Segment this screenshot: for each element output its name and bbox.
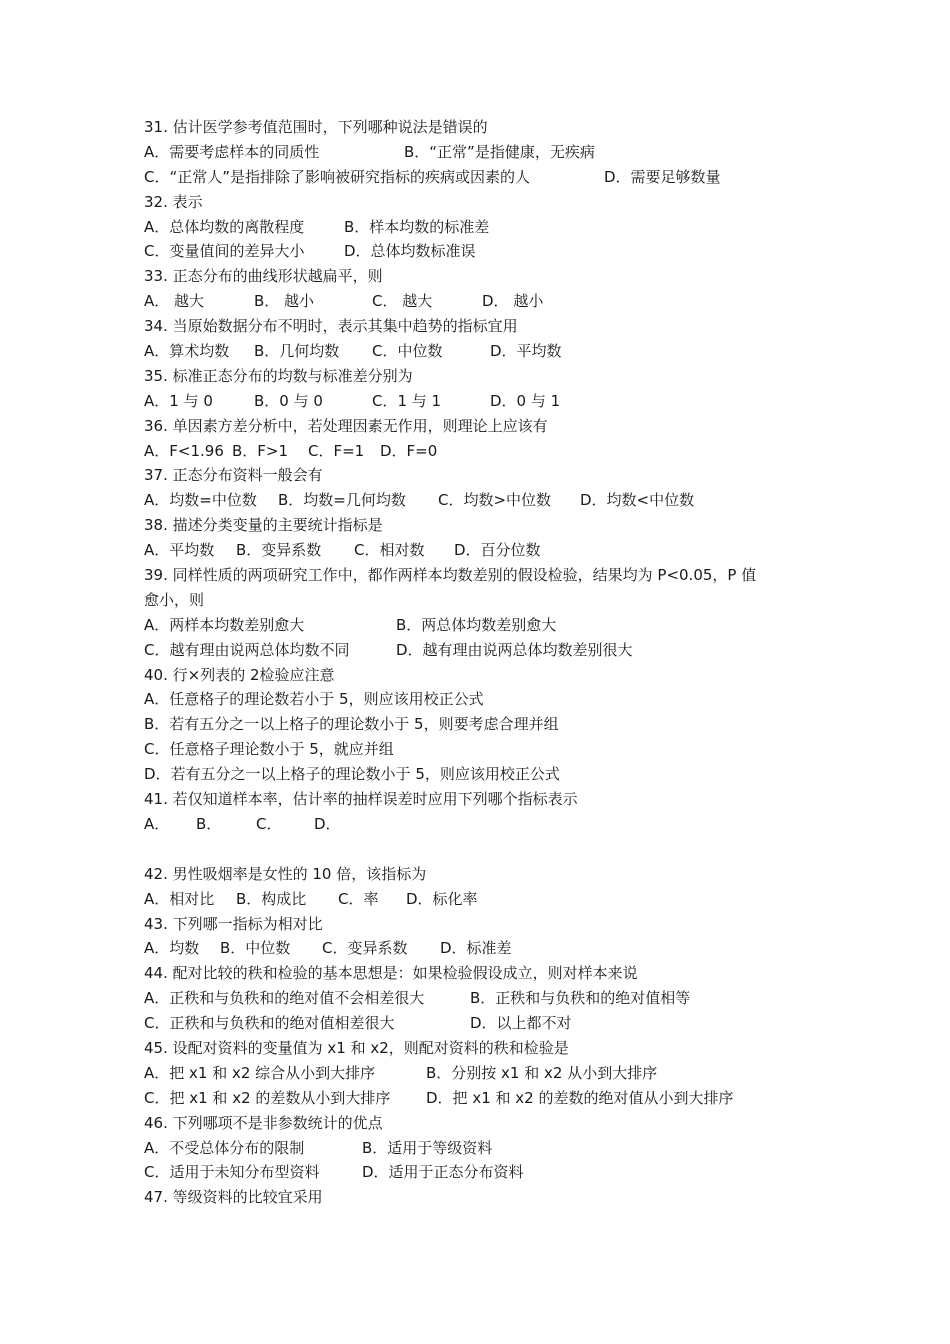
text-line	[144, 115, 824, 140]
text-line	[144, 439, 824, 464]
option-text: C．F=1	[308, 441, 365, 460]
option-text: D．需要足够数量	[604, 167, 721, 186]
option-text: A．算术均数	[144, 342, 230, 361]
option-text: A．均数=中位数	[144, 491, 257, 510]
option-text: D．标化率	[406, 889, 478, 908]
text-line	[144, 663, 824, 688]
text-line	[144, 239, 824, 264]
text-line	[144, 1011, 824, 1036]
text-line	[144, 1111, 824, 1136]
option-text: B．样本均数的标准差	[344, 217, 490, 236]
text-line	[144, 140, 824, 165]
text-line	[144, 364, 824, 389]
option-text: B．分别按 x1 和 x2 从小到大排序	[426, 1063, 658, 1082]
option-text: D．百分位数	[454, 541, 541, 560]
option-text: A．1 与 0	[144, 391, 213, 410]
option-text: B．0 与 0	[254, 391, 323, 410]
option-text: C．	[256, 814, 282, 833]
text-line	[144, 762, 824, 787]
text-line	[144, 638, 824, 663]
question-text: 46. 下列哪项不是非参数统计的优点	[144, 1113, 383, 1132]
text-line	[144, 1036, 824, 1061]
text-line	[144, 463, 824, 488]
text-line	[144, 737, 824, 762]
option-text: D．越有理由说两总体均数差别很大	[396, 640, 633, 659]
option-text: D．	[314, 814, 341, 833]
text-line	[144, 339, 824, 364]
question-text: 44. 配对比较的秩和检验的基本思想是：如果检验假设成立，则对样本来说	[144, 964, 638, 983]
option-text: C．正秩和与负秩和的绝对值相差很大	[144, 1014, 395, 1033]
question-text: 33. 正态分布的曲线形状越扁平，则	[144, 267, 383, 286]
option-text: D．标准差	[440, 939, 512, 958]
option-text: D．适用于正态分布资料	[362, 1163, 524, 1182]
text-line	[144, 1185, 824, 1210]
text-line	[144, 190, 824, 215]
option-text: B．变异系数	[236, 541, 322, 560]
question-text: 43. 下列哪一指标为相对比	[144, 914, 323, 933]
option-text: C．适用于未知分布型资料	[144, 1163, 320, 1182]
text-line	[144, 563, 824, 588]
option-text: A．任意格子的理论数若小于 5，则应该用校正公式	[144, 690, 484, 709]
option-text: B．	[196, 814, 222, 833]
option-text: A．相对比	[144, 889, 215, 908]
option-text: A．F<1.96	[144, 441, 224, 460]
option-text: B．正秩和与负秩和的绝对值相等	[470, 989, 691, 1008]
text-line	[144, 1061, 824, 1086]
option-text: A． 越大	[144, 292, 205, 311]
option-text: C．“正常人”是指排除了影响被研究指标的疾病或因素的人	[144, 167, 531, 186]
option-text: D．平均数	[490, 342, 562, 361]
question-text: 47. 等级资料的比较宜采用	[144, 1188, 323, 1207]
option-text: B． 越小	[254, 292, 315, 311]
text-line	[144, 986, 824, 1011]
option-text: B．几何均数	[254, 342, 340, 361]
text-line	[144, 862, 824, 887]
text-line	[144, 289, 824, 314]
question-text: 36. 单因素方差分析中，若处理因素无作用，则理论上应该有	[144, 416, 548, 435]
text-line	[144, 215, 824, 240]
option-text: B．若有五分之一以上格子的理论数小于 5，则要考虑合理并组	[144, 715, 559, 734]
option-text: A．不受总体分布的限制	[144, 1138, 305, 1157]
question-text: 42. 男性吸烟率是女性的 10 倍，该指标为	[144, 864, 427, 883]
option-text: D．把 x1 和 x2 的差数的绝对值从小到大排序	[426, 1088, 734, 1107]
option-text: C．1 与 1	[372, 391, 442, 410]
text-line	[144, 936, 824, 961]
question-text: 35. 标准正态分布的均数与标准差分别为	[144, 366, 413, 385]
option-text: A．需要考虑样本的同质性	[144, 142, 320, 161]
text-line	[144, 613, 824, 638]
option-text: B．中位数	[220, 939, 291, 958]
text-line	[144, 414, 824, 439]
question-text: 40. 行×列表的 2检验应注意	[144, 665, 335, 684]
text-line	[144, 1136, 824, 1161]
option-text: A．	[144, 814, 170, 833]
option-text: C．任意格子理论数小于 5，就应并组	[144, 740, 394, 759]
question-text: 37. 正态分布资料一般会有	[144, 466, 323, 485]
option-text: A．平均数	[144, 541, 215, 560]
option-text: B．构成比	[236, 889, 307, 908]
text-line	[144, 687, 824, 712]
text-line	[144, 389, 824, 414]
option-text: A．把 x1 和 x2 综合从小到大排序	[144, 1063, 376, 1082]
option-text: 愈小，则	[144, 590, 205, 609]
option-text: B．F>1	[232, 441, 289, 460]
text-line	[144, 588, 824, 613]
option-text: C．变量值间的差异大小	[144, 242, 305, 261]
question-text: 32. 表示	[144, 192, 203, 211]
text-line	[144, 912, 824, 937]
question-text: 41. 若仅知道样本率，估计率的抽样误差时应用下列哪个指标表示	[144, 790, 578, 809]
option-text: C． 越大	[372, 292, 433, 311]
question-text: 31. 估计医学参考值范围时，下列哪种说法是错误的	[144, 118, 488, 136]
question-text: 34. 当原始数据分布不明时，表示其集中趋势的指标宜用	[144, 317, 518, 336]
question-list	[144, 115, 824, 1210]
question-text: 45. 设配对资料的变量值为 x1 和 x2，则配对资料的秩和检验是	[144, 1038, 569, 1057]
question-text: 39. 同样性质的两项研究工作中，都作两样本均数差别的假设检验，结果均为 P<0.05，P 值	[144, 566, 757, 585]
option-text: B．两总体均数差别愈大	[396, 615, 557, 634]
option-text: D．均数<中位数	[580, 491, 695, 510]
text-line	[144, 1160, 824, 1185]
option-text: A．两样本均数差别愈大	[144, 615, 305, 634]
text-line	[144, 513, 824, 538]
option-text: C．越有理由说两总体均数不同	[144, 640, 350, 659]
text-line	[144, 812, 824, 837]
option-text: C．均数>中位数	[438, 491, 552, 510]
blank-line	[144, 837, 824, 862]
text-line	[144, 488, 824, 513]
text-line	[144, 165, 824, 190]
option-text: C．率	[338, 889, 379, 908]
option-text: D．以上都不对	[470, 1014, 572, 1033]
option-text: C．把 x1 和 x2 的差数从小到大排序	[144, 1088, 391, 1107]
option-text: C．变异系数	[322, 939, 408, 958]
option-text: D．F=0	[380, 441, 438, 460]
option-text: A．正秩和与负秩和的绝对值不会相差很大	[144, 989, 425, 1008]
text-line	[144, 961, 824, 986]
option-text: A．均数	[144, 939, 200, 958]
option-text: B．“正常”是指健康，无疾病	[404, 142, 595, 161]
option-text: D．0 与 1	[490, 391, 561, 410]
text-line	[144, 314, 824, 339]
question-text: 38. 描述分类变量的主要统计指标是	[144, 516, 383, 535]
option-text: C．相对数	[354, 541, 425, 560]
text-line	[144, 787, 824, 812]
text-line	[144, 887, 824, 912]
text-line	[144, 712, 824, 737]
text-line	[144, 264, 824, 289]
option-text: C．中位数	[372, 342, 443, 361]
option-text: D．若有五分之一以上格子的理论数小于 5，则应该用校正公式	[144, 765, 560, 784]
option-text: A．总体均数的离散程度	[144, 217, 305, 236]
text-line	[144, 1086, 824, 1111]
option-text: B．适用于等级资料	[362, 1138, 493, 1157]
option-text: B．均数=几何均数	[278, 491, 406, 510]
text-line	[144, 538, 824, 563]
option-text: D．总体均数标准误	[344, 242, 476, 261]
option-text: D． 越小	[482, 292, 544, 311]
